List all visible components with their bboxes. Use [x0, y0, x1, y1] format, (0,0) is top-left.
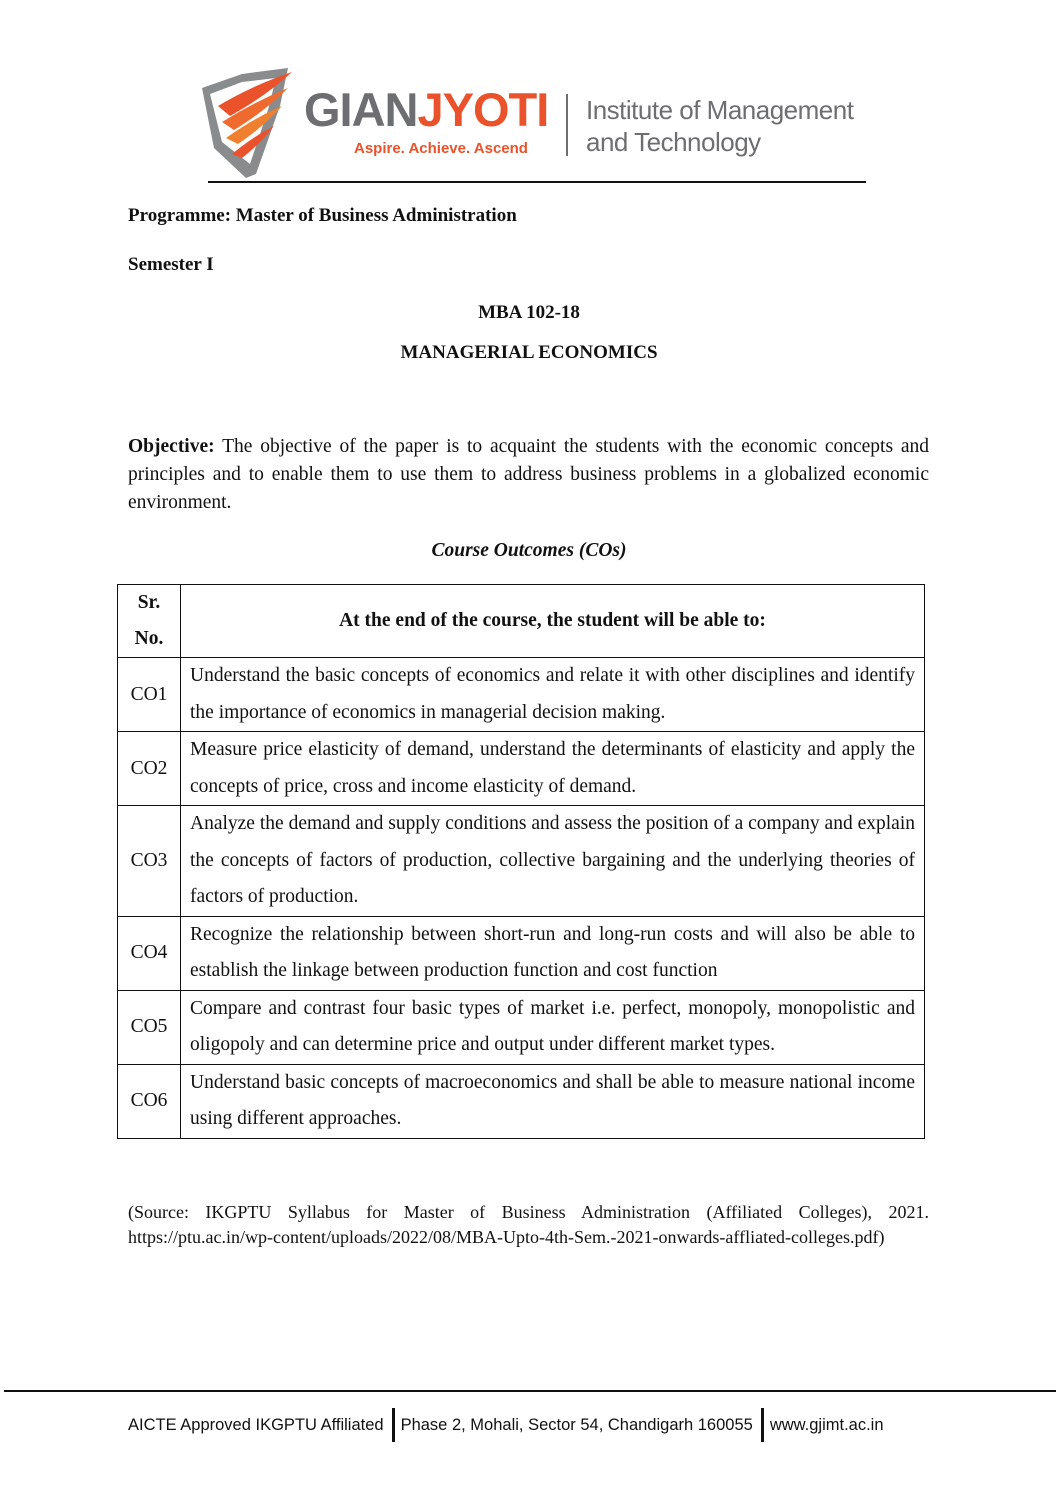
- footer-website-link[interactable]: www.gjimt.ac.in: [769, 1415, 884, 1434]
- course-outcomes-table: [117, 584, 925, 1139]
- co-description: Understand the basic concepts of economics and relate it with other disciplines and identify the importance of economics in managerial decision making.: [181, 658, 925, 732]
- co-description: Measure price elasticity of demand, understand the determinants of elasticity and apply the concepts of price, cross and income elasticity of demand.: [181, 732, 925, 806]
- table-row: [118, 732, 925, 806]
- co-code: CO2: [118, 732, 181, 806]
- institute-name: [586, 94, 853, 158]
- footer-divider: [392, 1408, 395, 1442]
- objective-text: The objective of the paper is to acquaint the students with the economic concepts and principles and to enable them to use them to address business problems in a globalized economic environment.: [128, 436, 929, 513]
- co-description: Analyze the demand and supply conditions and assess the position of a company and explain the concepts of factors of production, collective bargaining and the underlying theories of factors of production.: [181, 806, 925, 917]
- co-description: Understand basic concepts of macroeconomics and shall be able to measure national income using different approaches.: [181, 1064, 925, 1138]
- footer-rule: [4, 1390, 1056, 1392]
- footer: [128, 1408, 884, 1442]
- footer-affiliation: AICTE Approved IKGPTU Affiliated: [128, 1415, 384, 1434]
- header-rule: [208, 181, 866, 183]
- table-row: [118, 990, 925, 1064]
- table-row: [118, 1064, 925, 1138]
- course-code: MBA 102-18: [478, 302, 580, 323]
- table-header-row: [118, 585, 925, 658]
- institute-line-1: Institute of Management: [586, 95, 854, 125]
- institute-line-2: and Technology: [586, 127, 761, 157]
- header-divider: [566, 94, 568, 156]
- co-code: CO1: [118, 658, 181, 732]
- objective-label: Objective:: [128, 436, 215, 457]
- co-description: Recognize the relationship between short-run and long-run costs and will also be able to establish the linkage between production function and cost function: [181, 916, 925, 990]
- header-sr-line-1: Sr.: [137, 592, 161, 613]
- source-citation: (Source: IKGPTU Syllabus for Master of Business Administration (Affiliated Colleges), 2021. https://ptu.ac.in/wp-content/uploads/2022/08/MBA-Upto-4th-Sem.-2021-onwards-affliated-colleges.pdf): [128, 1202, 929, 1247]
- co-code: CO3: [118, 806, 181, 917]
- co-code: CO6: [118, 1064, 181, 1138]
- header-sr-line-2: No.: [134, 628, 164, 649]
- table-row: [118, 916, 925, 990]
- course-title: MANAGERIAL ECONOMICS: [400, 342, 658, 363]
- objective-paragraph: [128, 433, 929, 517]
- brand-tagline: Aspire. Achieve. Ascend: [354, 140, 528, 157]
- header-sr-no: [118, 585, 181, 658]
- co-code: CO4: [118, 916, 181, 990]
- brand-name: [304, 83, 549, 136]
- course-outcomes-heading: Course Outcomes (COs): [431, 540, 627, 561]
- table-row: [118, 806, 925, 917]
- footer-divider: [761, 1408, 764, 1442]
- co-description: Compare and contrast four basic types of market i.e. perfect, monopoly, monopolistic and oligopoly and can determine price and output under different market types.: [181, 990, 925, 1064]
- co-code: CO5: [118, 990, 181, 1064]
- letterhead: [196, 64, 866, 186]
- footer-address: Phase 2, Mohali, Sector 54, Chandigarh 160055: [400, 1415, 753, 1434]
- brand-part-jyoti: JYOTI: [417, 83, 549, 136]
- programme-line: Programme: Master of Business Administration: [128, 205, 517, 226]
- table-row: [118, 658, 925, 732]
- header-description: At the end of the course, the student will be able to:: [181, 585, 925, 658]
- brand-part-gian: GIAN: [304, 83, 418, 136]
- shield-logo-icon: [196, 66, 296, 178]
- semester-line: Semester I: [128, 254, 214, 275]
